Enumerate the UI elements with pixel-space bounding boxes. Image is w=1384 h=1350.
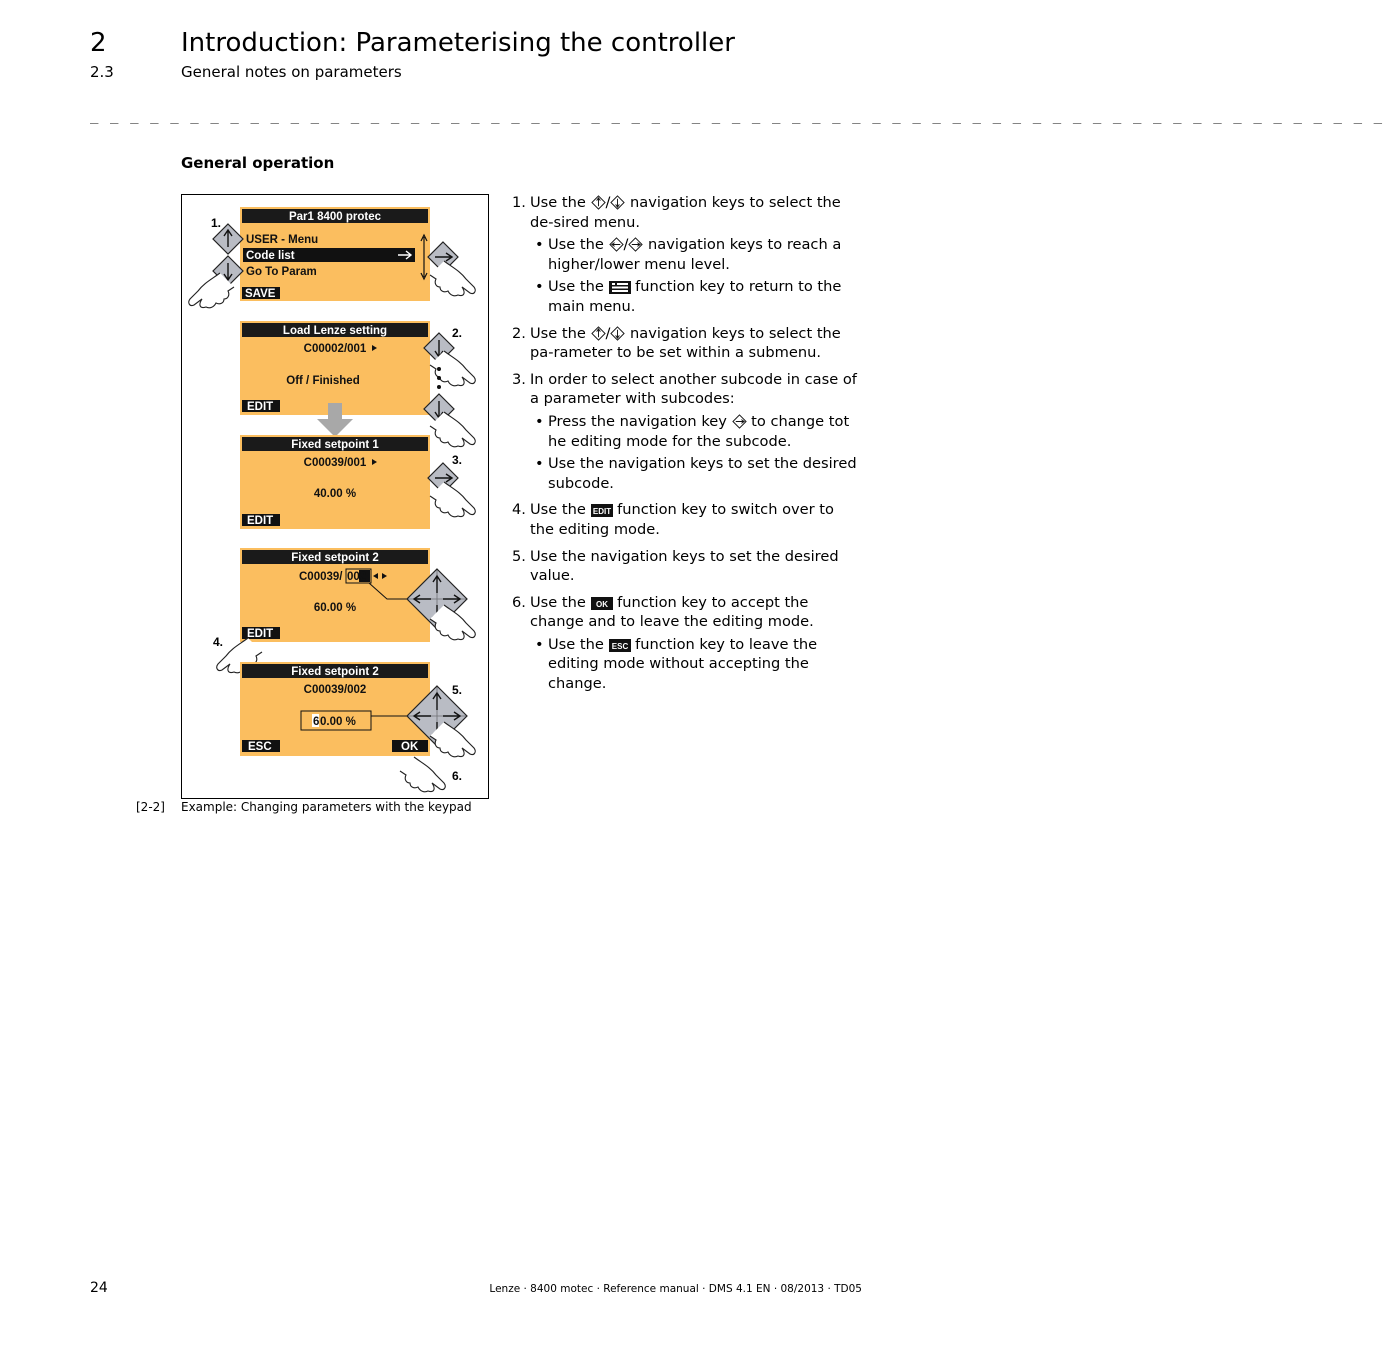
page-number: 24 bbox=[90, 1280, 108, 1296]
step-label-3: 3. bbox=[452, 453, 463, 467]
screen3-line2: 40.00 % bbox=[313, 488, 357, 500]
svg-text:OK: OK bbox=[595, 599, 608, 609]
screen5-value: 0.00 % bbox=[320, 716, 356, 728]
screen4-left-key: EDIT bbox=[247, 628, 274, 640]
chapter-number: 2 bbox=[90, 28, 107, 58]
screen1-left-key: SAVE bbox=[245, 288, 276, 300]
pointing-hand-icon bbox=[400, 757, 445, 792]
step-6: 6. Use the OK function key to accept the change and to leave the editing mode. • Use the ESC function key to leave the editing mode without accepting the change. bbox=[512, 593, 862, 694]
screen4-title: Fixed setpoint 2 bbox=[291, 552, 379, 564]
screen5-right-key: OK bbox=[401, 741, 419, 753]
step-label-1: 1. bbox=[211, 216, 222, 230]
nav-up-key-icon bbox=[591, 195, 606, 210]
svg-text:ESC: ESC bbox=[611, 641, 628, 651]
chapter-title: Introduction: Parameterising the controller bbox=[181, 28, 735, 58]
screen2-title: Load Lenze setting bbox=[282, 325, 388, 337]
screen4-line1: C00039/ bbox=[299, 571, 343, 583]
nav-right-key-icon bbox=[732, 414, 747, 429]
step-1-sub-1: • Use the / navigation keys to reach a higher/lower menu level. bbox=[530, 235, 862, 274]
ok-key-icon bbox=[591, 597, 613, 610]
screen4-line2: 60.00 % bbox=[313, 602, 357, 614]
section-number: 2.3 bbox=[90, 63, 114, 81]
lcd-screen-menu bbox=[240, 207, 430, 301]
step-1: 1. Use the / navigation keys to select the de-sired menu. • Use the / navigation keys to reach a higher/lower menu level. • Use the function key to return to the main menu. bbox=[512, 193, 862, 317]
screen2-left-key: EDIT bbox=[247, 401, 274, 413]
step-1-sub-2: • Use the function key to return to the main menu. bbox=[530, 277, 862, 316]
instruction-steps bbox=[512, 193, 862, 701]
header-separator: _ _ _ _ _ _ _ _ _ _ _ _ _ _ _ _ _ _ _ _ _ _ _ _ _ _ _ _ _ _ _ _ _ _ _ _ _ _ _ _ _ _ _ _ _ _ _ _ _ _ _ _ _ _ _ _ _ _ _ _ _ _ _ _ _ bbox=[90, 108, 1384, 124]
screen1-line2: Code list bbox=[246, 250, 295, 262]
step-2: 2. Use the / navigation keys to select the pa-rameter to be set within a submenu. bbox=[512, 324, 841, 362]
svg-text:EDIT: EDIT bbox=[592, 507, 611, 517]
figure-caption-number: [2-2] bbox=[136, 800, 165, 814]
screen3-line1: C00039/001 bbox=[303, 457, 367, 469]
screen5-line1: C00039/002 bbox=[303, 684, 367, 696]
step-3: 3. In order to select another subcode in case of a parameter with subcodes: • Press the navigation key to change tot he editing mode for the subcode. • Use the navigation keys to set the desired subcode. bbox=[512, 370, 862, 494]
step-label-2: 2. bbox=[452, 326, 463, 340]
step-label-5: 5. bbox=[452, 683, 463, 697]
lcd-screen-fixed-setpoint-2-value bbox=[240, 662, 430, 756]
screen2-line1: C00002/001 bbox=[303, 343, 367, 355]
figure-caption-text: Example: Changing parameters with the keypad bbox=[181, 800, 472, 814]
step-6-sub-1: • Use the ESC function key to leave the editing mode without accepting the change. bbox=[530, 635, 862, 694]
lcd-screen-load-lenze bbox=[240, 321, 430, 415]
step-3-sub-1: • Press the navigation key to change tot he editing mode for the subcode. bbox=[530, 412, 862, 451]
screen2-line2: Off / Finished bbox=[286, 375, 360, 387]
nav-up-key-icon bbox=[591, 326, 606, 341]
esc-key-icon bbox=[609, 639, 631, 652]
screen5-left-key: ESC bbox=[248, 741, 272, 753]
step-4: 4. Use the EDIT function key to switch over to the editing mode. bbox=[512, 501, 834, 538]
section-title: General notes on parameters bbox=[181, 63, 402, 81]
section-heading: General operation bbox=[181, 154, 335, 172]
step-3-sub-2: • Use the navigation keys to set the desired subcode. bbox=[530, 454, 862, 493]
screen5-title: Fixed setpoint 2 bbox=[291, 666, 379, 678]
nav-left-key-icon bbox=[609, 237, 624, 252]
step-label-6: 6. bbox=[452, 769, 463, 783]
nav-right-key-icon bbox=[628, 237, 643, 252]
screen1-line1: USER - Menu bbox=[246, 234, 319, 246]
nav-down-key-icon bbox=[610, 195, 625, 210]
screen3-left-key: EDIT bbox=[247, 515, 274, 527]
screen3-title: Fixed setpoint 1 bbox=[291, 439, 379, 451]
lcd-screen-fixed-setpoint-2-subcode bbox=[240, 548, 430, 642]
keypad-figure-svg bbox=[182, 195, 488, 798]
keypad-figure bbox=[181, 194, 489, 799]
screen1-title: Par1 8400 protec bbox=[288, 211, 382, 223]
edit-key-icon bbox=[591, 504, 613, 517]
screen4-subcode: 002 bbox=[347, 571, 367, 583]
nav-down-key-icon bbox=[610, 326, 625, 341]
screen5-cursor-digit: 6 bbox=[313, 716, 320, 728]
step-5: 5. Use the navigation keys to set the desired value. bbox=[512, 547, 839, 585]
menu-key-icon bbox=[609, 281, 631, 294]
lcd-screen-fixed-setpoint-1 bbox=[240, 435, 430, 529]
screen1-line3: Go To Param bbox=[246, 266, 317, 278]
document-reference: Lenze · 8400 motec · Reference manual · DMS 4.1 EN · 08/2013 · TD05 bbox=[489, 1283, 862, 1295]
step-label-4: 4. bbox=[213, 635, 224, 649]
